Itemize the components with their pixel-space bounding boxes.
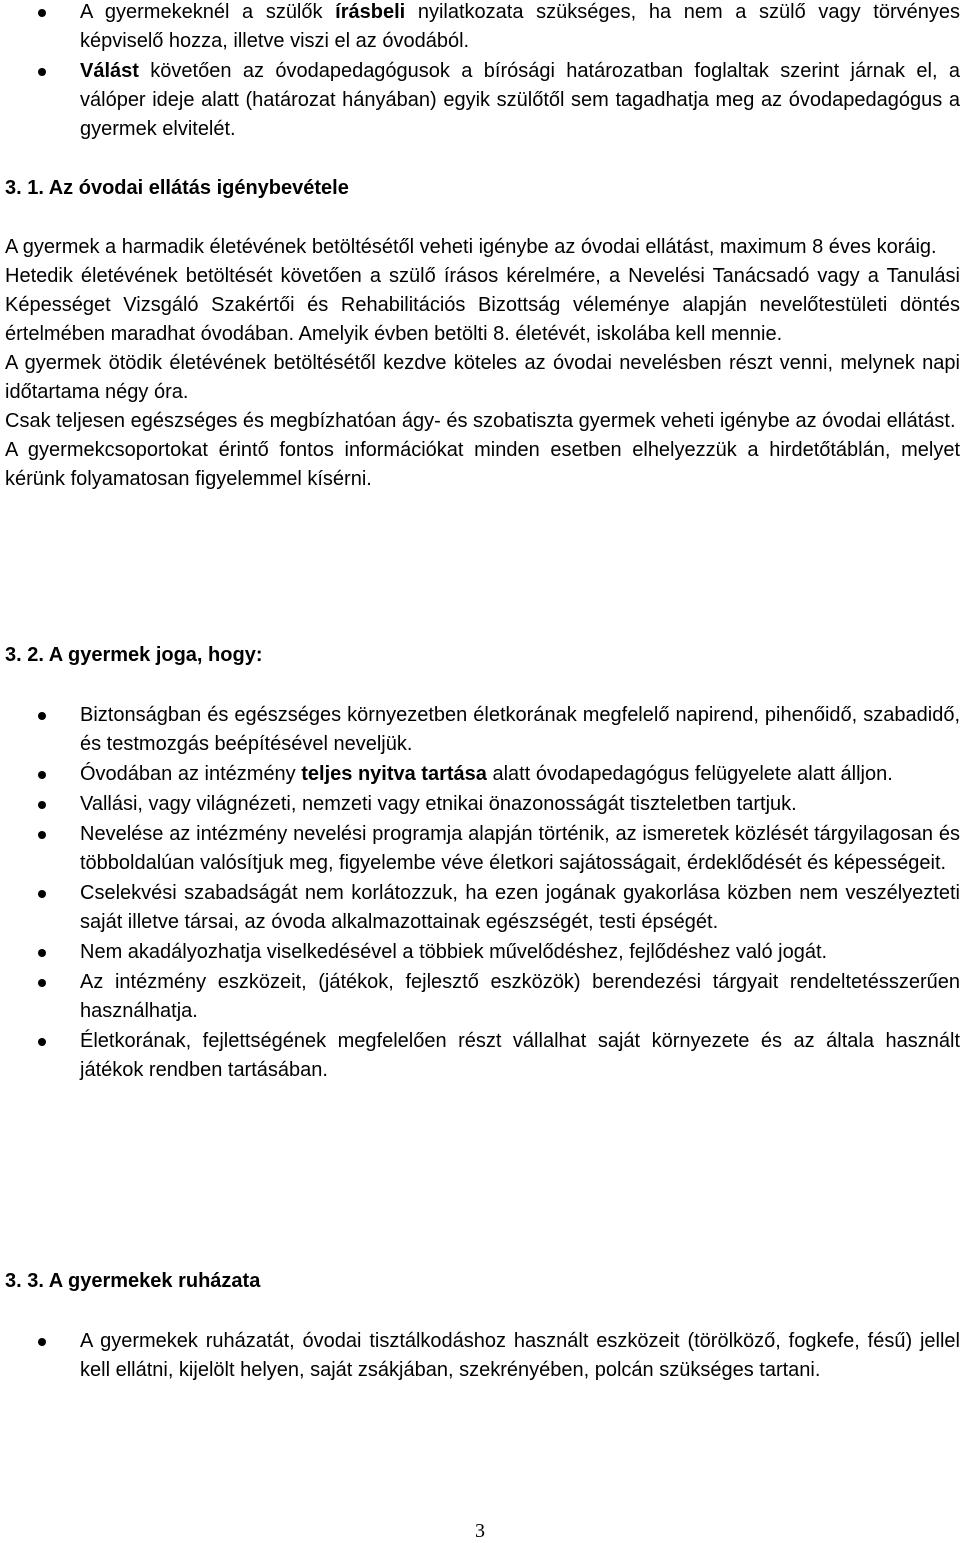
list-item: Nevelése az intézmény nevelési programja alapján történik, az ismeretek közlését tárgyilagosan és többoldalúan valósítjuk meg, figyelembe véve életkori sajátosságait, érdeklődését és képességeit. (0, 820, 960, 878)
bullet-icon (38, 979, 46, 987)
bullet-icon (38, 831, 46, 839)
list-item: A gyermekek ruházatát, óvodai tisztálkodáshoz használt eszközeit (törölköző, fogkefe, fésű) jellel kell ellátni, kijelölt helyen, saját zsákjában, szekrényében, polcán szükséges tartani. (0, 1327, 960, 1385)
list-item: Cselekvési szabadságát nem korlátozzuk, ha ezen jogának gyakorlása közben nem veszélyezteti saját illetve társai, az óvoda alkalmazottainak egészségét, testi épségét. (0, 879, 960, 937)
list-item: Vallási, vagy világnézeti, nemzeti vagy etnikai önazonosságát tiszteletben tartjuk. (0, 790, 960, 819)
bullet-icon (38, 712, 46, 720)
emphasis-text: Válást (80, 60, 139, 82)
section-heading: 3. 2. A gyermek joga, hogy: (5, 644, 263, 666)
list-item: Az intézmény eszközeit, (játékok, fejlesztő eszközök) berendezési tárgyait rendeltetésszerűen használhatja. (0, 968, 960, 1026)
section-heading: 3. 1. Az óvodai ellátás igénybevétele (5, 177, 349, 199)
list-item: Óvodában az intézmény teljes nyitva tartása alatt óvodapedagógus felügyelete alatt álljon. (0, 760, 960, 789)
list-item: Biztonságban és egészséges környezetben életkorának megfelelő napirend, pihenőidő, szabadidő, és testmozgás beépítésével neveljük. (0, 701, 960, 759)
bullet-icon (38, 1338, 46, 1346)
section-3-1-heading-block (5, 174, 960, 203)
bullet-icon (38, 68, 46, 76)
paragraph: A gyermek ötödik életévének betöltésétől kezdve köteles az óvodai nevelésben részt venni, melynek napi időtartama négy óra. (5, 352, 960, 403)
section-heading: 3. 3. A gyermekek ruházata (5, 1270, 261, 1292)
bullet-icon (38, 801, 46, 809)
list-item: A gyermekeknél a szülők írásbeli nyilatkozata szükséges, ha nem a szülő vagy törvényes képviselő hozza, illetve viszi el az óvodából. (0, 0, 960, 56)
list-item: Nem akadályozhatja viselkedésével a többiek művelődéshez, fejlődéshez való jogát. (0, 938, 960, 967)
top-bullet-list (0, 0, 960, 144)
bullet-icon (38, 9, 46, 17)
list-item: Válást követően az óvodapedagógusok a bírósági határozatban foglaltak szerint járnak el, a válóper ideje alatt (határozat hányában) egyik szülőtől sem tagadhatja meg az óvodapedagógus a gyermek elvitelét. (0, 57, 960, 144)
paragraph: A gyermek a harmadik életévének betöltésétől veheti igénybe az óvodai ellátást, maximum 8 éves koráig. (5, 236, 937, 258)
bullet-icon (38, 1038, 46, 1046)
section-3-2-heading-block (5, 641, 960, 670)
emphasis-text: írásbeli (335, 1, 406, 23)
paragraph: Csak teljesen egészséges és megbízhatóan ágy- és szobatiszta gyermek veheti igénybe az óvodai ellátást. (5, 410, 956, 432)
paragraph: Hetedik életévének betöltését követően a szülő írásos kérelmére, a Nevelési Tanácsadó vagy a Tanulási Képességet Vizsgáló Szakértői és Rehabilitációs Bizottság véleménye alapján nevelőtestületi döntés értelmében maradhat óvodában. Amelyik évben betölti 8. életévét, iskolába kell mennie. (5, 265, 960, 345)
section-3-3-heading-block (5, 1267, 960, 1296)
clothing-bullet-list (0, 1327, 960, 1385)
bullet-icon (38, 890, 46, 898)
emphasis-text: teljes nyitva tartása (301, 763, 487, 785)
rights-bullet-list (0, 701, 960, 1085)
bullet-icon (38, 771, 46, 779)
page-number: 3 (475, 1520, 485, 1542)
bullet-icon (38, 949, 46, 957)
section-3-1-body (5, 233, 960, 494)
list-item: Életkorának, fejlettségének megfelelően részt vállalhat saját környezete és az általa használt játékok rendben tartásában. (0, 1027, 960, 1085)
paragraph: A gyermekcsoportokat érintő fontos információkat minden esetben elhelyezzük a hirdetőtáblán, melyet kérünk folyamatosan figyelemmel kísérni. (5, 439, 960, 490)
